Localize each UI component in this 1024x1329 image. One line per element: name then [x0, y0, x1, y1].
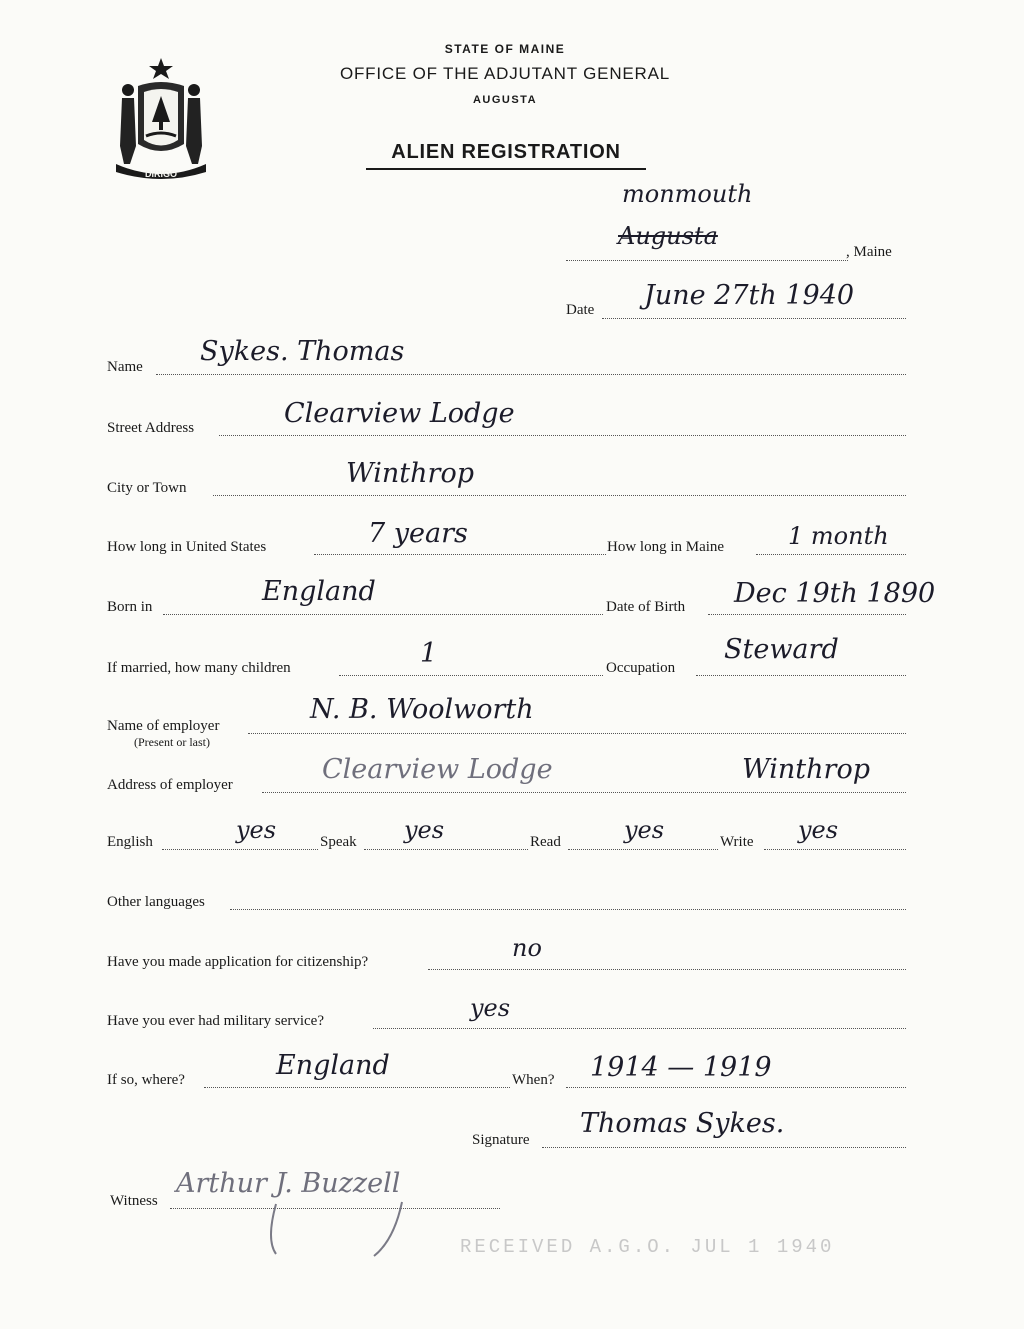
city-label: City or Town — [107, 480, 187, 496]
place-crossed-out: Augusta — [618, 222, 718, 250]
children-label: If married, how many children — [107, 660, 291, 676]
read-value: yes — [624, 816, 665, 844]
date-value: June 27th 1940 — [644, 280, 855, 311]
when-label: When? — [512, 1072, 555, 1088]
date-label: Date — [566, 302, 595, 318]
street-label: Street Address — [107, 420, 195, 436]
place-written: monmouth — [622, 180, 753, 208]
us-value: 7 years — [368, 518, 468, 549]
born-value: England — [262, 576, 376, 607]
where-value: England — [276, 1050, 390, 1081]
where-label: If so, where? — [107, 1072, 185, 1088]
form-title: ALIEN REGISTRATION — [366, 141, 646, 170]
dob-value: Dec 19th 1890 — [734, 578, 936, 609]
street-value: Clearview Lodge — [284, 398, 515, 429]
employer-value: N. B. Woolworth — [310, 694, 534, 725]
name-label: Name — [107, 359, 143, 375]
military-label: Have you ever had military service? — [107, 1013, 324, 1029]
employer-label: Name of employer — [107, 718, 220, 734]
witness-value: Arthur J. Buzzell — [176, 1168, 401, 1199]
svg-text:DIRIGO: DIRIGO — [144, 169, 178, 179]
header-state: STATE OF MAINE — [444, 42, 566, 56]
speak-value: yes — [404, 816, 445, 844]
dob-label: Date of Birth — [606, 599, 686, 615]
english-label: English — [107, 834, 153, 850]
city-value: Winthrop — [346, 458, 474, 489]
header-office: OFFICE OF THE ADJUTANT GENERAL — [339, 64, 671, 83]
employer-address-label: Address of employer — [107, 777, 233, 793]
when-value: 1914 — 1919 — [590, 1052, 772, 1083]
employer-address-value: Clearview Lodge — [322, 754, 553, 785]
name-value: Sykes. Thomas — [200, 336, 405, 367]
received-stamp: RECEIVED A.G.O. JUL 1 1940 — [460, 1236, 835, 1258]
signature-label: Signature — [472, 1132, 530, 1148]
other-languages-label: Other languages — [107, 894, 205, 910]
signature-value: Thomas Sykes. — [580, 1108, 785, 1139]
write-label: Write — [720, 834, 754, 850]
write-value: yes — [798, 816, 839, 844]
english-value: yes — [236, 816, 277, 844]
children-value: 1 — [420, 638, 438, 669]
occupation-label: Occupation — [606, 660, 676, 676]
employer-address-town: Winthrop — [742, 754, 870, 785]
citizenship-value: no — [512, 934, 542, 962]
header-city: AUGUSTA — [472, 94, 538, 106]
speak-label: Speak — [320, 834, 357, 850]
maine-label: How long in Maine — [607, 539, 725, 555]
employer-sublabel: (Present or last) — [134, 735, 210, 749]
occupation-value: Steward — [724, 634, 839, 665]
born-label: Born in — [107, 599, 153, 615]
maine-value: 1 month — [788, 522, 889, 550]
read-label: Read — [530, 834, 561, 850]
witness-flourish — [262, 1200, 412, 1260]
military-value: yes — [470, 994, 511, 1022]
witness-label: Witness — [110, 1193, 158, 1209]
maine-suffix: , Maine — [846, 244, 892, 260]
us-label: How long in United States — [107, 539, 267, 555]
citizenship-label: Have you made application for citizenship? — [107, 954, 369, 970]
